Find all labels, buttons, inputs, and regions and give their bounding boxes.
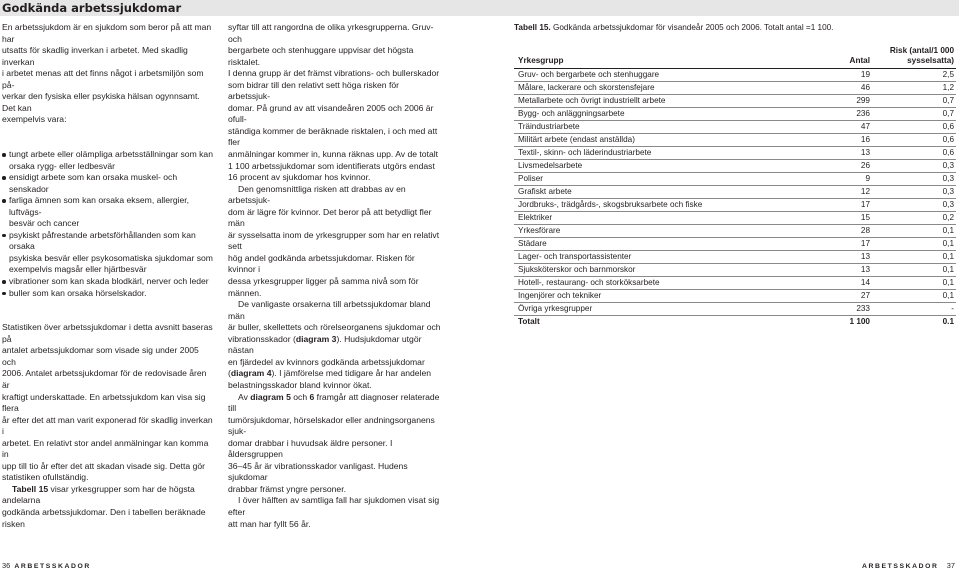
count-cell: 13 xyxy=(804,147,872,160)
page-number-left: 36 xyxy=(2,561,11,570)
occupation-cell: Sjuksköterskor och barnmorskor xyxy=(514,264,804,277)
table-15-reference: Tabell 15 xyxy=(12,483,49,494)
risk-cell: 0,3 xyxy=(872,173,956,186)
occupation-cell: Städare xyxy=(514,238,804,251)
total-label-cell: Totalt xyxy=(514,316,804,329)
table-caption: Tabell 15. Godkända arbetssjukdomar för visandeår 2005 och 2006. Totalt antal =1 100. xyxy=(514,23,834,32)
count-cell: 28 xyxy=(804,225,872,238)
count-cell: 16 xyxy=(804,134,872,147)
occupation-cell: Målare, lackerare och skorstensfejare xyxy=(514,82,804,95)
risk-cell: 0,6 xyxy=(872,147,956,160)
table-header-row xyxy=(514,46,956,69)
occupation-cell: Gruv- och bergarbete och stenhuggare xyxy=(514,69,804,82)
table-row xyxy=(514,277,956,290)
occupational-disease-table xyxy=(514,46,956,328)
table-row xyxy=(514,290,956,303)
occupation-cell: Grafiskt arbete xyxy=(514,186,804,199)
table-row xyxy=(514,303,956,316)
risk-cell: 0,1 xyxy=(872,264,956,277)
table-row xyxy=(514,95,956,108)
table-row xyxy=(514,108,956,121)
table-row xyxy=(514,212,956,225)
occupation-cell: Övriga yrkesgrupper xyxy=(514,303,804,316)
occupation-cell: Yrkesförare xyxy=(514,225,804,238)
count-cell: 15 xyxy=(804,212,872,225)
list-item: tungt arbete eller olämpliga arbetsställningar som kan orsaka rygg- eller ledbesvär xyxy=(2,149,214,172)
count-cell: 14 xyxy=(804,277,872,290)
risk-cell: 0,3 xyxy=(872,186,956,199)
occupation-cell: Militärt arbete (endast anställda) xyxy=(514,134,804,147)
occupation-cell: Ingenjörer och tekniker xyxy=(514,290,804,303)
section-name-left: ARBETSSKADOR xyxy=(14,563,91,570)
age-paragraph: Av diagram 5 och 6 framgår att diagnoser relaterade till tumörsjukdomar, hörselskador eller andningsorganens sjuk- domar drabbar i huvudsak äldre personer. I åldersgruppen 36–45 år är vibrationsskador vanligast. Hudens sjukdomar drabbar främst yngre personer. xyxy=(228,391,440,494)
table-column xyxy=(514,22,956,328)
causes-paragraph: De vanligaste orsakerna till arbetssjukdomar bland män är buller, skellettets och rörelseorganens sjukdomar och vibrationsskador (diagram 3). Hudsjukdomar utgör nästan en fjärdedel av kvinnors godkända arbetssjukdomar (diagram 4). I jämförelse med tidigare år har andelen belastningsskador bland kvinnor ökat. xyxy=(228,299,441,390)
table-row xyxy=(514,199,956,212)
women-risk-paragraph: Den genomsnittliga risken att drabbas av en arbetssjuk- dom är lägre för kvinnor. Det beror på att betydligt fler män är sysselsatta inom de yrkesgrupper som har en relativt sett hög andel godkända arbetssjukdomar. Risken för kvinnor i dessa yrkesgrupper ligger på samma nivå som för männen. xyxy=(228,183,440,298)
heading-bar xyxy=(0,0,959,16)
risk-cell: 0,7 xyxy=(872,95,956,108)
diagram-6-reference: 6 xyxy=(309,391,315,402)
list-item: ensidigt arbete som kan orsaka muskel- och senskador xyxy=(2,172,214,195)
footer-right xyxy=(862,561,955,571)
occupation-cell: Elektriker xyxy=(514,212,804,225)
risk-cell: 2,5 xyxy=(872,69,956,82)
risk-cell: 0,3 xyxy=(872,199,956,212)
header-occupation: Yrkesgrupp xyxy=(518,56,564,65)
table-row xyxy=(514,69,956,82)
diagram-4-reference: diagram 4 xyxy=(230,368,272,379)
page-heading: Godkända arbetssjukdomar xyxy=(2,1,182,15)
table-row xyxy=(514,264,956,277)
section-name-right: ARBETSSKADOR xyxy=(861,563,939,570)
table-row xyxy=(514,173,956,186)
occupation-cell: Textil-, skinn- och läderindustriarbete xyxy=(514,147,804,160)
occupation-cell: Jordbruks-, trädgårds-, skogsbruksarbete och fiske xyxy=(514,199,804,212)
count-cell: 13 xyxy=(804,264,872,277)
table-reference-paragraph: Tabell 15 visar yrkesgrupper som har de högsta andelarna godkända arbetssjukdomar. Den i tabellen beräknade risken xyxy=(2,483,206,529)
exposure-list xyxy=(2,149,214,299)
count-cell: 19 xyxy=(804,69,872,82)
risk-cell: 0,1 xyxy=(872,225,956,238)
count-cell: 27 xyxy=(804,290,872,303)
occupation-cell: Poliser xyxy=(514,173,804,186)
risk-cell: 0,1 xyxy=(872,251,956,264)
risk-cell: 0,6 xyxy=(872,121,956,134)
diagram-3-reference: diagram 3 xyxy=(295,333,337,344)
risk-cell: 1,2 xyxy=(872,82,956,95)
list-item: buller som kan orsaka hörselskador. xyxy=(2,288,214,300)
occupation-cell: Lager- och transportassistenter xyxy=(514,251,804,264)
count-cell: 46 xyxy=(804,82,872,95)
table-row xyxy=(514,251,956,264)
diagram-5-reference: diagram 5 xyxy=(250,391,291,402)
table-row xyxy=(514,160,956,173)
total-risk-cell: 0.1 xyxy=(872,316,956,329)
count-cell: 9 xyxy=(804,173,872,186)
page-number-right: 37 xyxy=(946,561,955,570)
count-cell: 26 xyxy=(804,160,872,173)
total-count-cell: 1 100 xyxy=(804,316,872,329)
header-risk: Risk (antal/1 000 sysselsatta) xyxy=(889,46,954,65)
count-cell: 12 xyxy=(804,186,872,199)
table-row xyxy=(514,238,956,251)
table-total-row xyxy=(514,316,956,329)
risk-cell: 0,6 xyxy=(872,134,956,147)
text-column-2 xyxy=(228,22,442,530)
statistics-paragraph: Statistiken över arbetssjukdomar i detta avsnitt baseras på antalet arbetssjukdomar som visade sig under 2005 och 2006. Antalet arbetssjukdomar för de redovisade åren är kraftigt underskattade. En arbetssjukdom kan visa sig flera år efter det att man varit exponerad för skadlig inverkan i arbetet. En relativt stor andel anmälningar kan komma in upp till tio år efter det att skadan visade sig. Detta gör statistiken ofullständig. xyxy=(2,322,213,483)
list-item: psykiskt påfrestande arbetsförhållanden som kan orsaka psykiska besvär eller psykosomatiska sjukdomar som exempelvis magsår eller hjärtbesvär xyxy=(2,230,214,276)
table-row xyxy=(514,134,956,147)
count-cell: 47 xyxy=(804,121,872,134)
table-row xyxy=(514,82,956,95)
count-cell: 17 xyxy=(804,199,872,212)
over-56-paragraph: I över hälften av samtliga fall har sjukdomen visat sig efter att man har fyllt 56 år. xyxy=(228,495,440,529)
risk-paragraph: syftar till att rangordna de olika yrkesgrupperna. Gruv- och bergarbete och stenhuggare uppvisar det högsta risktalet. I denna grupp är det främst vibrations- och bullerskador som bidrar till den relativt sett höga risken för arbetssjuk- domar. På grund av att visandeåren 2005 och 2006 är ofull- ständiga kommer de beräknade risktalen, i och med att fler anmälningar kommer in, kunna räknas upp. Av de totalt 1 100 arbetssjukdomar som identifierats utgörs endast 16 procent av sjukdomar hos kvinnor. xyxy=(228,22,440,183)
intro-paragraph: En arbetssjukdom är en sjukdom som beror på att man har utsatts för skadlig inverkan i arbetet. Med skadlig inverkan i arbetet menas att det finns något i arbetsmiljön som på- verkar den fysiska eller psykiska hälsan ogynnsamt. Det kan exempelvis vara: xyxy=(2,22,212,125)
occupation-cell: Träindustriarbete xyxy=(514,121,804,134)
text-column-1 xyxy=(2,22,214,530)
risk-cell: 0,1 xyxy=(872,290,956,303)
occupation-cell: Hotell-, restaurang- och storköksarbete xyxy=(514,277,804,290)
footer-left xyxy=(2,561,91,571)
occupation-cell: Metallarbete och övrigt industriellt arbete xyxy=(514,95,804,108)
risk-cell: 0,1 xyxy=(872,277,956,290)
table-row xyxy=(514,225,956,238)
risk-cell: 0,2 xyxy=(872,212,956,225)
list-item: vibrationer som kan skada blodkärl, nerver och leder xyxy=(2,276,214,288)
table-row xyxy=(514,147,956,160)
table-row xyxy=(514,186,956,199)
count-cell: 236 xyxy=(804,108,872,121)
count-cell: 233 xyxy=(804,303,872,316)
header-count: Antal xyxy=(849,56,870,65)
risk-cell: 0,1 xyxy=(872,238,956,251)
occupation-cell: Bygg- och anläggningsarbete xyxy=(514,108,804,121)
list-item: farliga ämnen som kan orsaka eksem, allergier, luftvägs- besvär och cancer xyxy=(2,195,214,230)
occupation-cell: Livsmedelsarbete xyxy=(514,160,804,173)
table-row xyxy=(514,121,956,134)
count-cell: 299 xyxy=(804,95,872,108)
risk-cell: 0,3 xyxy=(872,160,956,173)
count-cell: 13 xyxy=(804,251,872,264)
count-cell: 17 xyxy=(804,238,872,251)
risk-cell: - xyxy=(872,303,956,316)
risk-cell: 0,7 xyxy=(872,108,956,121)
